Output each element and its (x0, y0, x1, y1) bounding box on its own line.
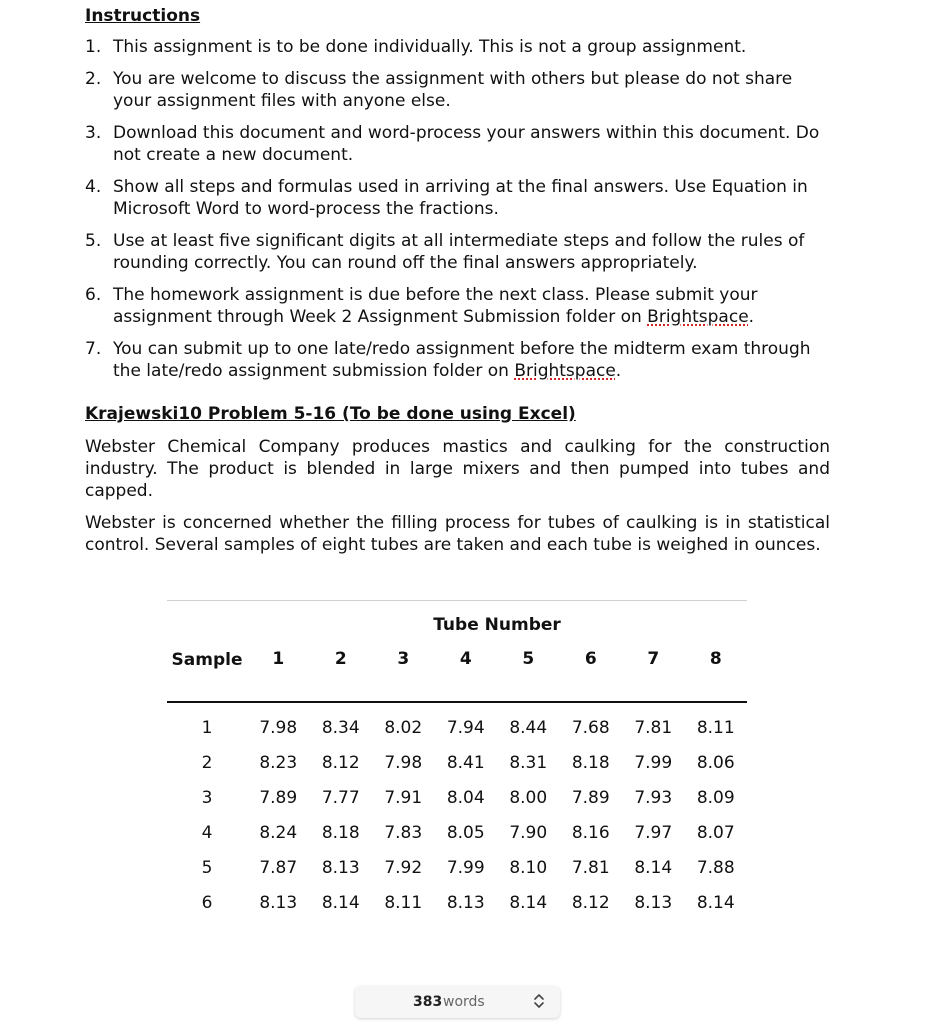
value-cell: 8.13 (446, 892, 485, 913)
list-item (85, 68, 830, 112)
list-number: 3. (85, 123, 102, 143)
value-cell: 8.14 (634, 857, 673, 878)
sample-header: Sample (171, 650, 243, 670)
value-cell: 7.99 (634, 752, 673, 773)
value-cell: 8.00 (509, 787, 548, 808)
list-number: 1. (85, 37, 102, 57)
table-row (167, 745, 747, 780)
table-row (167, 850, 747, 885)
value-cell: 7.92 (384, 857, 423, 878)
brightspace-word: Brightspace (514, 361, 616, 381)
value-cell: 7.97 (634, 822, 673, 843)
list-item (85, 284, 830, 328)
value-cell: 7.98 (259, 717, 298, 738)
value-cell: 7.81 (571, 857, 610, 878)
value-cell: 8.23 (259, 752, 298, 773)
value-cell: 8.04 (446, 787, 485, 808)
tube-header: 3 (397, 649, 410, 669)
list-text: Show all steps and formulas used in arriving at the final answers. Use Equation in Microsoft Word to word-process the fractions. (113, 177, 808, 219)
problem-paragraph-1: Webster Chemical Company produces mastics and caulking for the construction industry. The product is blended in large mixers and then pumped into tubes and capped. (85, 437, 830, 501)
value-cell: 7.68 (571, 717, 610, 738)
chevron-up-down-icon-svg (533, 992, 545, 1010)
value-cell: 8.09 (696, 787, 735, 808)
value-cell: 8.18 (321, 822, 360, 843)
sample-cell: 5 (201, 857, 213, 878)
chevron-up-down-icon[interactable] (533, 992, 545, 1011)
tube-header: 8 (709, 649, 722, 669)
value-cell: 8.10 (509, 857, 548, 878)
value-cell: 8.12 (571, 892, 610, 913)
value-cell: 8.13 (321, 857, 360, 878)
list-text: The homework assignment is due before the next class. Please submit your assignment through Week 2 Assignment Submission folder on (113, 285, 758, 327)
value-cell: 8.02 (384, 717, 423, 738)
value-cell: 8.13 (259, 892, 298, 913)
value-cell: 7.94 (446, 717, 485, 738)
list-text-end: . (615, 361, 622, 381)
list-number: 6. (85, 285, 102, 305)
table-row (167, 885, 747, 920)
tube-header: 7 (647, 649, 660, 669)
sample-cell: 2 (201, 752, 213, 773)
tube-number-header: Tube Number (433, 615, 561, 635)
value-cell: 7.81 (634, 717, 673, 738)
table-row (167, 815, 747, 850)
value-cell: 8.31 (509, 752, 548, 773)
problem-paragraph-2: Webster is concerned whether the filling process for tubes of caulking is in statistical control. Several samples of eight tubes are taken and each tube is weighed in ounces. (85, 513, 830, 555)
tube-header: 4 (459, 649, 472, 669)
value-cell: 8.14 (509, 892, 548, 913)
value-cell: 8.14 (321, 892, 360, 913)
brightspace-word: Brightspace (647, 307, 749, 327)
tube-header: 1 (272, 649, 285, 669)
problem-heading: Krajewski10 Problem 5-16 (To be done using Excel) (85, 404, 576, 424)
value-cell: 7.77 (321, 787, 360, 808)
list-item (85, 122, 830, 166)
tube-header: 5 (522, 649, 535, 669)
list-number: 2. (85, 69, 102, 89)
value-cell: 7.99 (446, 857, 485, 878)
value-cell: 8.18 (571, 752, 610, 773)
list-text-end: . (748, 307, 755, 327)
value-cell: 8.11 (384, 892, 423, 913)
word-count-pill[interactable] (355, 986, 560, 1018)
value-cell: 8.11 (696, 717, 735, 738)
value-cell: 8.34 (321, 717, 360, 738)
tube-header: 2 (334, 649, 347, 669)
value-cell: 7.87 (259, 857, 298, 878)
word-count-label: words (443, 994, 485, 1010)
instructions-heading: Instructions (85, 6, 201, 26)
value-cell: 8.14 (696, 892, 735, 913)
value-cell: 7.98 (384, 752, 423, 773)
value-cell: 7.91 (384, 787, 423, 808)
word-count-value: 383 (413, 994, 443, 1010)
tube-weights-table (167, 600, 747, 920)
list-number: 7. (85, 339, 102, 359)
list-item (85, 36, 830, 58)
value-cell: 8.41 (446, 752, 485, 773)
value-cell: 8.06 (696, 752, 735, 773)
list-number: 4. (85, 177, 102, 197)
value-cell: 7.89 (259, 787, 298, 808)
sample-cell: 4 (201, 822, 213, 843)
list-number: 5. (85, 231, 102, 251)
value-cell: 8.07 (696, 822, 735, 843)
table-row (167, 710, 747, 745)
value-cell: 7.88 (696, 857, 735, 878)
list-text: You are welcome to discuss the assignment with others but please do not share your assignment files with anyone else. (113, 69, 793, 111)
list-item (85, 230, 830, 274)
table-row (167, 780, 747, 815)
value-cell: 7.89 (571, 787, 610, 808)
value-cell: 8.24 (259, 822, 298, 843)
value-cell: 8.16 (571, 822, 610, 843)
sample-cell: 6 (201, 892, 213, 913)
sample-cell: 1 (201, 717, 213, 738)
sample-cell: 3 (201, 787, 213, 808)
value-cell: 8.13 (634, 892, 673, 913)
list-item (85, 338, 830, 382)
instructions-list (85, 36, 830, 392)
value-cell: 7.83 (384, 822, 423, 843)
value-cell: 8.44 (509, 717, 548, 738)
value-cell: 8.05 (446, 822, 485, 843)
list-text: You can submit up to one late/redo assignment before the midterm exam through the late/redo assignment submission folder on (113, 339, 811, 381)
value-cell: 7.90 (509, 822, 548, 843)
list-text: Use at least five significant digits at all intermediate steps and follow the rules of rounding correctly. You can round off the final answers appropriately. (113, 231, 805, 273)
value-cell: 8.12 (321, 752, 360, 773)
list-text: Download this document and word-process your answers within this document. Do not create a new document. (113, 123, 820, 165)
list-item (85, 176, 830, 220)
tube-header: 6 (584, 649, 597, 669)
value-cell: 7.93 (634, 787, 673, 808)
list-text: This assignment is to be done individually. This is not a group assignment. (113, 37, 747, 57)
